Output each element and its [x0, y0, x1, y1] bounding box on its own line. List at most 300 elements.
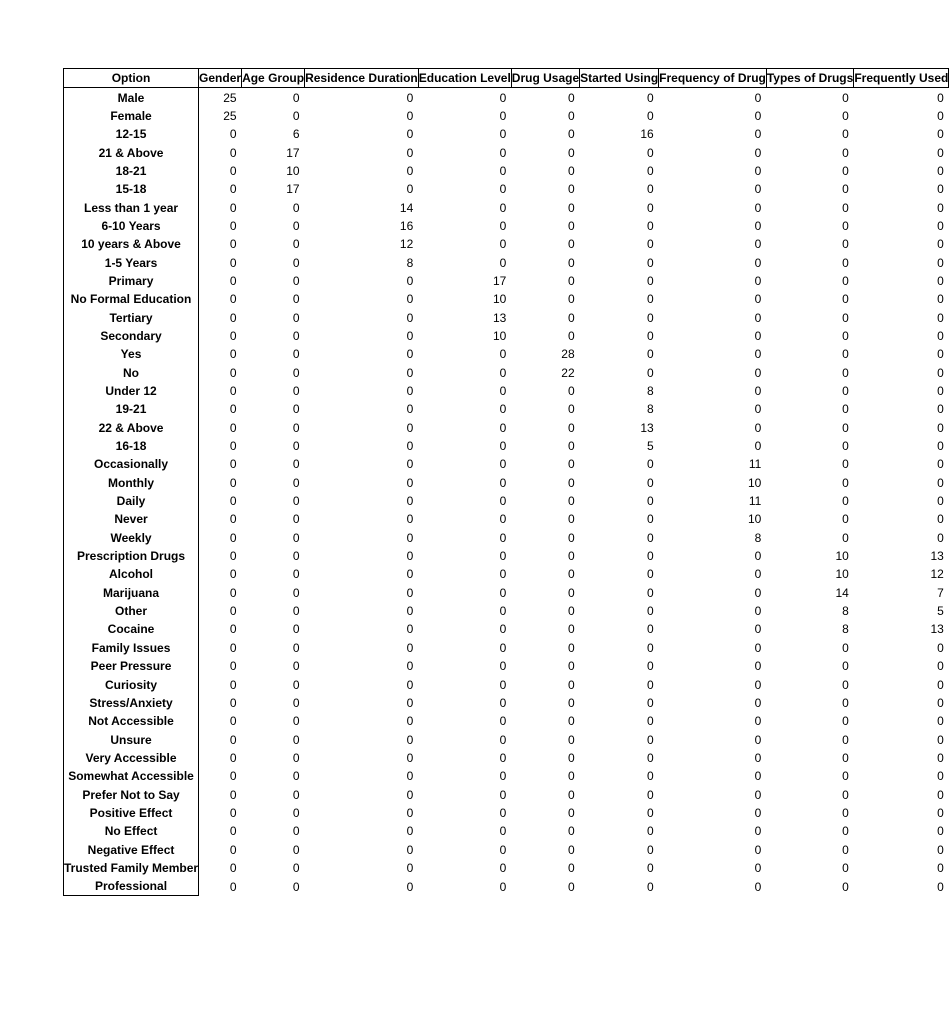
- value-cell[interactable]: 0: [499, 787, 507, 802]
- value-cell[interactable]: 0: [499, 145, 507, 160]
- value-cell[interactable]: 0: [292, 420, 300, 435]
- value-cell[interactable]: 0: [754, 218, 762, 233]
- value-cell[interactable]: 0: [499, 365, 507, 380]
- value-cell[interactable]: 0: [937, 347, 944, 362]
- value-cell[interactable]: 17: [286, 182, 300, 197]
- option-cell[interactable]: Negative Effect: [64, 840, 199, 858]
- value-cell[interactable]: 0: [567, 530, 575, 545]
- value-cell[interactable]: 0: [842, 439, 849, 454]
- value-cell[interactable]: 0: [229, 732, 237, 747]
- value-cell[interactable]: 0: [406, 384, 414, 399]
- column-header[interactable]: Started Using: [580, 69, 659, 88]
- value-cell[interactable]: 0: [229, 420, 237, 435]
- option-cell[interactable]: Monthly: [64, 474, 199, 492]
- value-cell[interactable]: 0: [842, 237, 849, 252]
- option-cell[interactable]: Trusted Family Member: [64, 859, 199, 877]
- value-cell[interactable]: 0: [229, 659, 237, 674]
- value-cell[interactable]: 0: [292, 714, 300, 729]
- value-cell[interactable]: 0: [754, 182, 762, 197]
- value-cell[interactable]: 0: [229, 237, 237, 252]
- value-cell[interactable]: 0: [842, 108, 849, 123]
- option-cell[interactable]: Primary: [64, 272, 199, 290]
- value-cell[interactable]: 0: [292, 530, 300, 545]
- value-cell[interactable]: 0: [292, 787, 300, 802]
- option-cell[interactable]: Occasionally: [64, 455, 199, 473]
- value-cell[interactable]: 0: [842, 824, 849, 839]
- value-cell[interactable]: 0: [842, 273, 849, 288]
- value-cell[interactable]: 0: [567, 695, 575, 710]
- value-cell[interactable]: 0: [646, 549, 654, 564]
- value-cell[interactable]: 0: [229, 200, 237, 215]
- value-cell[interactable]: 0: [842, 842, 849, 857]
- value-cell[interactable]: 0: [292, 402, 300, 417]
- value-cell[interactable]: 0: [937, 402, 944, 417]
- value-cell[interactable]: 0: [842, 695, 849, 710]
- value-cell[interactable]: 0: [229, 255, 237, 270]
- option-cell[interactable]: 1-5 Years: [64, 253, 199, 271]
- option-cell[interactable]: 21 & Above: [64, 143, 199, 161]
- value-cell[interactable]: 0: [499, 860, 507, 875]
- value-cell[interactable]: 0: [754, 347, 762, 362]
- value-cell[interactable]: 0: [499, 127, 507, 142]
- value-cell[interactable]: 0: [754, 842, 762, 857]
- value-cell[interactable]: 6: [292, 127, 300, 142]
- value-cell[interactable]: 0: [499, 237, 507, 252]
- value-cell[interactable]: 0: [567, 457, 575, 472]
- value-cell[interactable]: 0: [229, 512, 237, 527]
- option-cell[interactable]: No Effect: [64, 822, 199, 840]
- value-cell[interactable]: 7: [937, 585, 944, 600]
- value-cell[interactable]: 0: [229, 549, 237, 564]
- value-cell[interactable]: 0: [292, 769, 300, 784]
- value-cell[interactable]: 5: [937, 604, 944, 619]
- option-cell[interactable]: 12-15: [64, 125, 199, 143]
- value-cell[interactable]: 10: [835, 549, 849, 564]
- value-cell[interactable]: 0: [499, 677, 507, 692]
- value-cell[interactable]: 0: [646, 677, 654, 692]
- option-cell[interactable]: Cocaine: [64, 620, 199, 638]
- value-cell[interactable]: 8: [754, 530, 762, 545]
- value-cell[interactable]: 0: [567, 200, 575, 215]
- column-header[interactable]: Age Group: [242, 69, 305, 88]
- value-cell[interactable]: 11: [748, 494, 762, 509]
- value-cell[interactable]: 0: [937, 494, 944, 509]
- value-cell[interactable]: 0: [567, 292, 575, 307]
- value-cell[interactable]: 0: [567, 604, 575, 619]
- value-cell[interactable]: 0: [567, 163, 575, 178]
- value-cell[interactable]: 0: [646, 108, 654, 123]
- value-cell[interactable]: 0: [229, 384, 237, 399]
- value-cell[interactable]: 0: [406, 530, 414, 545]
- option-cell[interactable]: 6-10 Years: [64, 217, 199, 235]
- value-cell[interactable]: 0: [842, 714, 849, 729]
- value-cell[interactable]: 22: [561, 365, 575, 380]
- value-cell[interactable]: 0: [406, 494, 414, 509]
- value-cell[interactable]: 0: [842, 805, 849, 820]
- value-cell[interactable]: 0: [567, 384, 575, 399]
- value-cell[interactable]: 0: [229, 787, 237, 802]
- value-cell[interactable]: 0: [646, 769, 654, 784]
- value-cell[interactable]: 0: [937, 439, 944, 454]
- value-cell[interactable]: 25: [223, 90, 237, 105]
- value-cell[interactable]: 0: [292, 292, 300, 307]
- value-cell[interactable]: 0: [406, 365, 414, 380]
- value-cell[interactable]: 0: [567, 108, 575, 123]
- value-cell[interactable]: 0: [842, 475, 849, 490]
- column-header[interactable]: Drug Usage: [511, 69, 579, 88]
- option-cell[interactable]: Female: [64, 107, 199, 125]
- value-cell[interactable]: 0: [229, 842, 237, 857]
- value-cell[interactable]: 0: [499, 530, 507, 545]
- value-cell[interactable]: 0: [406, 108, 414, 123]
- column-header[interactable]: Frequently Used: [854, 69, 949, 88]
- value-cell[interactable]: 0: [406, 273, 414, 288]
- value-cell[interactable]: 0: [937, 659, 944, 674]
- option-cell[interactable]: Alcohol: [64, 565, 199, 583]
- value-cell[interactable]: 0: [567, 567, 575, 582]
- value-cell[interactable]: 0: [406, 714, 414, 729]
- value-cell[interactable]: 13: [640, 420, 654, 435]
- value-cell[interactable]: 0: [842, 494, 849, 509]
- value-cell[interactable]: 0: [292, 200, 300, 215]
- value-cell[interactable]: 0: [292, 604, 300, 619]
- value-cell[interactable]: 0: [406, 732, 414, 747]
- value-cell[interactable]: 0: [292, 328, 300, 343]
- value-cell[interactable]: 0: [842, 328, 849, 343]
- value-cell[interactable]: 0: [292, 879, 300, 894]
- value-cell[interactable]: 0: [406, 585, 414, 600]
- value-cell[interactable]: 0: [937, 677, 944, 692]
- value-cell[interactable]: 0: [937, 182, 944, 197]
- value-cell[interactable]: 8: [842, 622, 849, 637]
- value-cell[interactable]: 0: [567, 328, 575, 343]
- value-cell[interactable]: 0: [292, 255, 300, 270]
- value-cell[interactable]: 0: [754, 420, 762, 435]
- value-cell[interactable]: 0: [646, 787, 654, 802]
- value-cell[interactable]: 0: [406, 824, 414, 839]
- value-cell[interactable]: 0: [567, 439, 575, 454]
- value-cell[interactable]: 0: [229, 273, 237, 288]
- value-cell[interactable]: 0: [754, 640, 762, 655]
- value-cell[interactable]: 11: [748, 457, 762, 472]
- value-cell[interactable]: 0: [937, 365, 944, 380]
- value-cell[interactable]: 0: [842, 659, 849, 674]
- value-cell[interactable]: 0: [646, 714, 654, 729]
- value-cell[interactable]: 0: [567, 310, 575, 325]
- value-cell[interactable]: 0: [646, 365, 654, 380]
- value-cell[interactable]: 0: [406, 604, 414, 619]
- value-cell[interactable]: 0: [229, 163, 237, 178]
- value-cell[interactable]: 13: [930, 622, 944, 637]
- value-cell[interactable]: 0: [229, 182, 237, 197]
- value-cell[interactable]: 13: [492, 310, 507, 325]
- value-cell[interactable]: 0: [499, 549, 507, 564]
- value-cell[interactable]: 0: [406, 640, 414, 655]
- value-cell[interactable]: 0: [229, 640, 237, 655]
- value-cell[interactable]: 0: [646, 494, 654, 509]
- value-cell[interactable]: 0: [754, 310, 762, 325]
- value-cell[interactable]: 0: [937, 108, 944, 123]
- value-cell[interactable]: 0: [567, 145, 575, 160]
- value-cell[interactable]: 0: [406, 457, 414, 472]
- option-cell[interactable]: Marijuana: [64, 584, 199, 602]
- value-cell[interactable]: 12: [930, 567, 944, 582]
- option-cell[interactable]: Unsure: [64, 730, 199, 748]
- value-cell[interactable]: 0: [937, 163, 944, 178]
- value-cell[interactable]: 0: [754, 127, 762, 142]
- option-cell[interactable]: Other: [64, 602, 199, 620]
- option-cell[interactable]: No Formal Education: [64, 290, 199, 308]
- value-cell[interactable]: 0: [499, 108, 507, 123]
- value-cell[interactable]: 0: [646, 530, 654, 545]
- value-cell[interactable]: 0: [754, 384, 762, 399]
- value-cell[interactable]: 0: [229, 530, 237, 545]
- value-cell[interactable]: 0: [842, 787, 849, 802]
- value-cell[interactable]: 0: [754, 273, 762, 288]
- value-cell[interactable]: 0: [646, 640, 654, 655]
- value-cell[interactable]: 16: [640, 127, 654, 142]
- value-cell[interactable]: 0: [406, 182, 414, 197]
- value-cell[interactable]: 0: [499, 402, 507, 417]
- value-cell[interactable]: 0: [499, 732, 507, 747]
- value-cell[interactable]: 0: [937, 695, 944, 710]
- value-cell[interactable]: 0: [499, 805, 507, 820]
- value-cell[interactable]: 0: [499, 494, 507, 509]
- value-cell[interactable]: 0: [754, 604, 762, 619]
- value-cell[interactable]: 0: [567, 237, 575, 252]
- value-cell[interactable]: 0: [754, 585, 762, 600]
- value-cell[interactable]: 0: [229, 750, 237, 765]
- value-cell[interactable]: 0: [406, 420, 414, 435]
- option-cell[interactable]: Not Accessible: [64, 712, 199, 730]
- value-cell[interactable]: 0: [937, 90, 944, 105]
- value-cell[interactable]: 0: [842, 457, 849, 472]
- value-cell[interactable]: 0: [937, 640, 944, 655]
- value-cell[interactable]: 0: [292, 585, 300, 600]
- value-cell[interactable]: 0: [937, 732, 944, 747]
- value-cell[interactable]: 0: [499, 384, 507, 399]
- value-cell[interactable]: 0: [292, 218, 300, 233]
- value-cell[interactable]: 0: [646, 604, 654, 619]
- value-cell[interactable]: 0: [567, 622, 575, 637]
- value-cell[interactable]: 0: [406, 402, 414, 417]
- value-cell[interactable]: 0: [754, 824, 762, 839]
- value-cell[interactable]: 0: [842, 750, 849, 765]
- value-cell[interactable]: 0: [567, 218, 575, 233]
- value-cell[interactable]: 0: [842, 769, 849, 784]
- value-cell[interactable]: 0: [567, 805, 575, 820]
- value-cell[interactable]: 0: [499, 475, 507, 490]
- value-cell[interactable]: 0: [292, 842, 300, 857]
- value-cell[interactable]: 0: [499, 457, 507, 472]
- value-cell[interactable]: 0: [567, 255, 575, 270]
- value-cell[interactable]: 0: [646, 475, 654, 490]
- value-cell[interactable]: 0: [754, 769, 762, 784]
- value-cell[interactable]: 0: [567, 677, 575, 692]
- option-cell[interactable]: Family Issues: [64, 639, 199, 657]
- value-cell[interactable]: 0: [842, 879, 849, 894]
- value-cell[interactable]: 0: [406, 805, 414, 820]
- value-cell[interactable]: 0: [754, 255, 762, 270]
- option-cell[interactable]: 15-18: [64, 180, 199, 198]
- value-cell[interactable]: 0: [937, 842, 944, 857]
- value-cell[interactable]: 0: [229, 604, 237, 619]
- value-cell[interactable]: 0: [937, 255, 944, 270]
- value-cell[interactable]: 0: [229, 824, 237, 839]
- value-cell[interactable]: 0: [567, 750, 575, 765]
- value-cell[interactable]: 0: [842, 365, 849, 380]
- value-cell[interactable]: 0: [646, 842, 654, 857]
- value-cell[interactable]: 8: [842, 604, 849, 619]
- value-cell[interactable]: 0: [406, 127, 414, 142]
- value-cell[interactable]: 0: [292, 512, 300, 527]
- value-cell[interactable]: 0: [292, 475, 300, 490]
- value-cell[interactable]: 0: [842, 860, 849, 875]
- value-cell[interactable]: 0: [406, 292, 414, 307]
- value-cell[interactable]: 0: [229, 475, 237, 490]
- option-cell[interactable]: Never: [64, 510, 199, 528]
- value-cell[interactable]: 0: [229, 585, 237, 600]
- value-cell[interactable]: 0: [406, 622, 414, 637]
- value-cell[interactable]: 0: [292, 439, 300, 454]
- value-cell[interactable]: 0: [567, 640, 575, 655]
- option-cell[interactable]: 18-21: [64, 162, 199, 180]
- value-cell[interactable]: 0: [754, 567, 762, 582]
- value-cell[interactable]: 0: [646, 805, 654, 820]
- value-cell[interactable]: 0: [842, 90, 849, 105]
- value-cell[interactable]: 0: [937, 750, 944, 765]
- value-cell[interactable]: 10: [492, 328, 507, 343]
- option-cell[interactable]: Secondary: [64, 327, 199, 345]
- value-cell[interactable]: 0: [229, 714, 237, 729]
- value-cell[interactable]: 0: [646, 163, 654, 178]
- value-cell[interactable]: 0: [292, 365, 300, 380]
- value-cell[interactable]: 0: [229, 145, 237, 160]
- value-cell[interactable]: 0: [937, 328, 944, 343]
- value-cell[interactable]: 0: [567, 732, 575, 747]
- value-cell[interactable]: 0: [842, 347, 849, 362]
- value-cell[interactable]: 0: [754, 732, 762, 747]
- value-cell[interactable]: 0: [567, 549, 575, 564]
- value-cell[interactable]: 0: [292, 860, 300, 875]
- value-cell[interactable]: 0: [842, 182, 849, 197]
- value-cell[interactable]: 0: [229, 805, 237, 820]
- value-cell[interactable]: 0: [937, 145, 944, 160]
- value-cell[interactable]: 8: [406, 255, 414, 270]
- option-cell[interactable]: Very Accessible: [64, 749, 199, 767]
- option-cell[interactable]: Less than 1 year: [64, 198, 199, 216]
- value-cell[interactable]: 0: [292, 677, 300, 692]
- value-cell[interactable]: 0: [754, 860, 762, 875]
- value-cell[interactable]: 0: [646, 512, 654, 527]
- value-cell[interactable]: 0: [229, 328, 237, 343]
- value-cell[interactable]: 0: [229, 677, 237, 692]
- value-cell[interactable]: 0: [229, 218, 237, 233]
- value-cell[interactable]: 0: [292, 494, 300, 509]
- value-cell[interactable]: 0: [406, 677, 414, 692]
- value-cell[interactable]: 0: [406, 879, 414, 894]
- value-cell[interactable]: 0: [937, 787, 944, 802]
- value-cell[interactable]: 0: [499, 714, 507, 729]
- value-cell[interactable]: 0: [292, 824, 300, 839]
- value-cell[interactable]: 0: [292, 108, 300, 123]
- value-cell[interactable]: 0: [292, 732, 300, 747]
- value-cell[interactable]: 0: [406, 659, 414, 674]
- value-cell[interactable]: 8: [646, 402, 654, 417]
- value-cell[interactable]: 0: [646, 218, 654, 233]
- value-cell[interactable]: 0: [646, 732, 654, 747]
- value-cell[interactable]: 0: [842, 255, 849, 270]
- value-cell[interactable]: 0: [499, 182, 507, 197]
- option-cell[interactable]: Professional: [64, 877, 199, 896]
- value-cell[interactable]: 0: [229, 879, 237, 894]
- value-cell[interactable]: 0: [292, 273, 300, 288]
- value-cell[interactable]: 0: [567, 769, 575, 784]
- option-cell[interactable]: Male: [64, 88, 199, 107]
- value-cell[interactable]: 0: [499, 585, 507, 600]
- value-cell[interactable]: 0: [499, 439, 507, 454]
- value-cell[interactable]: 10: [748, 512, 762, 527]
- value-cell[interactable]: 0: [646, 328, 654, 343]
- value-cell[interactable]: 0: [229, 494, 237, 509]
- value-cell[interactable]: 0: [937, 292, 944, 307]
- value-cell[interactable]: 0: [754, 879, 762, 894]
- value-cell[interactable]: 0: [646, 237, 654, 252]
- value-cell[interactable]: 0: [229, 439, 237, 454]
- value-cell[interactable]: 0: [937, 237, 944, 252]
- value-cell[interactable]: 0: [646, 310, 654, 325]
- column-header[interactable]: Gender: [199, 69, 242, 88]
- value-cell[interactable]: 0: [406, 90, 414, 105]
- value-cell[interactable]: 10: [286, 163, 300, 178]
- value-cell[interactable]: 0: [499, 218, 507, 233]
- value-cell[interactable]: 0: [499, 567, 507, 582]
- value-cell[interactable]: 0: [567, 842, 575, 857]
- value-cell[interactable]: 0: [646, 824, 654, 839]
- value-cell[interactable]: 0: [842, 127, 849, 142]
- option-cell[interactable]: 16-18: [64, 437, 199, 455]
- value-cell[interactable]: 0: [406, 328, 414, 343]
- value-cell[interactable]: 0: [842, 145, 849, 160]
- value-cell[interactable]: 16: [399, 218, 414, 233]
- column-header[interactable]: Education Level: [418, 69, 511, 88]
- value-cell[interactable]: 0: [229, 365, 237, 380]
- value-cell[interactable]: 0: [937, 273, 944, 288]
- option-cell[interactable]: Under 12: [64, 382, 199, 400]
- value-cell[interactable]: 0: [292, 695, 300, 710]
- value-cell[interactable]: 0: [842, 218, 849, 233]
- value-cell[interactable]: 0: [567, 475, 575, 490]
- value-cell[interactable]: 0: [567, 273, 575, 288]
- value-cell[interactable]: 0: [937, 512, 944, 527]
- option-cell[interactable]: Prescription Drugs: [64, 547, 199, 565]
- value-cell[interactable]: 0: [406, 145, 414, 160]
- value-cell[interactable]: 0: [754, 328, 762, 343]
- value-cell[interactable]: 0: [499, 879, 507, 894]
- value-cell[interactable]: 0: [567, 512, 575, 527]
- value-cell[interactable]: 0: [406, 567, 414, 582]
- value-cell[interactable]: 0: [229, 769, 237, 784]
- value-cell[interactable]: 0: [567, 860, 575, 875]
- value-cell[interactable]: 0: [292, 310, 300, 325]
- value-cell[interactable]: 0: [754, 365, 762, 380]
- value-cell[interactable]: 0: [292, 384, 300, 399]
- value-cell[interactable]: 0: [842, 512, 849, 527]
- value-cell[interactable]: 0: [567, 659, 575, 674]
- value-cell[interactable]: 0: [292, 622, 300, 637]
- value-cell[interactable]: 0: [406, 769, 414, 784]
- value-cell[interactable]: 0: [567, 402, 575, 417]
